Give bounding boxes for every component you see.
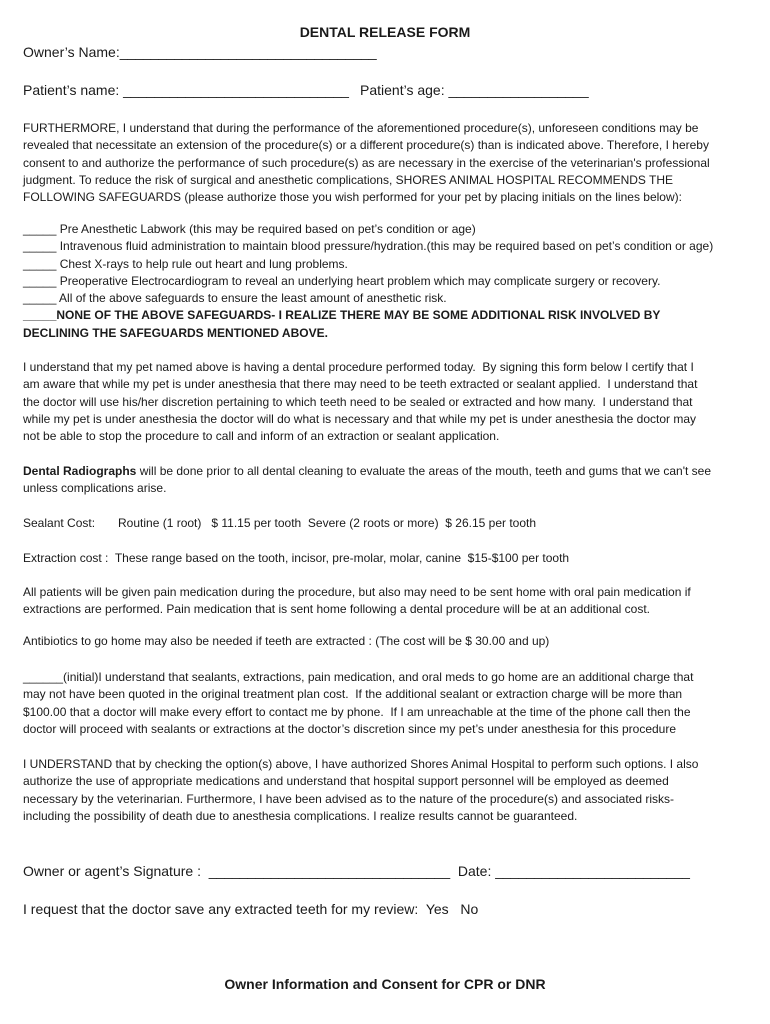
paragraph-line: am aware that while my pet is under anesthesia that there may need to be teeth extracted or sealant applied. I understand that [23,377,698,392]
understand-paragraph [23,359,751,445]
patient-name-field[interactable]: Patient’s name: _____________________________ [23,82,349,98]
cpr-section-title: Owner Information and Consent for CPR or DNR [224,976,546,992]
paragraph-line: revealed that necessitate an extension of the procedure(s) or a different procedure(s) than is indicated above. Therefore, I hereby [23,138,709,153]
paragraph-line: may not have been quoted in the original treatment plan cost. If the additional sealant or extraction charge will be more than [23,687,683,702]
paragraph-line: $100.00 that a doctor will make every effort to contact me by phone. If I am unreachable at the time of the phone call then the [23,704,691,719]
sealant-label: Sealant Cost: [23,516,96,530]
owner-name-field[interactable]: Owner’s Name:_________________________________ [23,44,377,60]
paragraph-line: authorize the use of appropriate medications and understand that hospital support personnel will be employed as deemed [23,774,669,789]
paragraph-line: unless complications arise. [23,481,167,496]
sealant-cost: Routine (1 root) $ 11.15 per tooth Severe (2 roots or more) $ 26.15 per tooth [118,516,537,530]
initial-field[interactable]: ______(initial)I understand that sealants, extractions, pain medication, and oral meds to go home are an additional charge that [23,670,694,684]
safeguard-none-continued: DECLINING THE SAFEGUARDS MENTIONED ABOVE. [23,325,328,340]
antibiotics-note: Antibiotics to go home may also be needed if teeth are extracted : (The cost will be $ 30.00 and up) [23,634,550,648]
radiographs-label: Dental Radiographs [23,464,137,478]
extraction-cost: Extraction cost : These range based on the tooth, incisor, pre-molar, molar, canine $15-$100 per tooth [23,551,570,565]
safeguard-labwork[interactable]: _____ Pre Anesthetic Labwork (this may be required based on pet’s condition or age) [23,222,476,236]
paragraph-line: including the possibility of death due to anesthesia complications. I realize results cannot be guaranteed. [23,808,578,823]
safeguards-list [23,221,751,342]
furthermore-paragraph [23,120,751,206]
paragraph-line: I understand that my pet named above is having a dental procedure performed today. By signing this form below I certify that I [23,360,694,374]
paragraph-line: doctor will proceed with sealants or extractions at the doctor’s discretion since my pet’s under anesthesia for this procedure [23,721,677,736]
safeguard-chest-xrays[interactable]: _____ Chest X-rays to help rule out heart and lung problems. [23,256,348,271]
paragraph-line: FURTHERMORE, I understand that during the performance of the aforementioned procedure(s), unforeseen conditions may be [23,121,699,135]
safeguard-ecg[interactable]: _____ Preoperative Electrocardiogram to reveal an underlying heart problem which may complicate surgery or recovery. [23,273,661,288]
authorization-paragraph [23,756,751,825]
safeguard-none[interactable]: _____NONE OF THE ABOVE SAFEGUARDS- I REALIZE THERE MAY BE SOME ADDITIONAL RISK INVOLVED BY [23,308,661,323]
safeguard-all[interactable]: _____ All of the above safeguards to ensure the least amount of anesthetic risk. [23,291,447,306]
signature-date-line[interactable]: Owner or agent’s Signature : _______________________________ Date: _________________________ [23,863,690,879]
pain-paragraph [23,584,751,619]
paragraph-line: I UNDERSTAND that by checking the option(s) above, I have authorized Shores Animal Hospital to perform such options. I also [23,757,699,771]
paragraph-line: not be able to stop the procedure to call and inform of an extraction or sealant application. [23,429,500,444]
form-title: DENTAL RELEASE FORM [299,24,471,40]
radiographs-text: will be done prior to all dental cleaning to evaluate the areas of the mouth, teeth and gums that we can't see [136,464,712,478]
paragraph-line: necessary by the veterinarian. Furthermore, I have been advised as to the nature of the procedure(s) and associated risks- [23,791,675,806]
safeguard-iv-fluids[interactable]: _____ Intravenous fluid administration to maintain blood pressure/hydration.(this may be required based on pet’s condition or age) [23,239,714,254]
patient-age-field[interactable]: Patient’s age: __________________ [360,82,589,98]
paragraph-line: the doctor will use his/her discretion pertaining to which teeth need to be sealed or extracted and how many. I understand that [23,394,693,409]
initial-paragraph [23,669,751,738]
paragraph-line: while my pet is under anesthesia the doctor will do what is necessary and that while my pet is under anesthesia the doctor may [23,411,697,426]
paragraph-line: judgment. To reduce the risk of surgical and anesthetic complications, SHORES ANIMAL HOSPITAL RECOMMENDS THE [23,172,674,187]
paragraph-line: extractions are performed. Pain medication that is sent home following a dental procedure will be at an additional cost. [23,602,651,617]
paragraph-line: consent to and authorize the performance of such procedure(s) as are necessary in the exercise of the veterinarian's professional [23,155,710,170]
paragraph-line: All patients will be given pain medication during the procedure, but also may need to be sent home with oral pain medication if [23,585,691,599]
save-teeth-request[interactable]: I request that the doctor save any extracted teeth for my review: Yes No [23,901,479,917]
radiographs-paragraph [23,463,751,498]
paragraph-line: FOLLOWING SAFEGUARDS (please authorize those you wish performed for your pet by placing initials on the lines below): [23,190,682,205]
